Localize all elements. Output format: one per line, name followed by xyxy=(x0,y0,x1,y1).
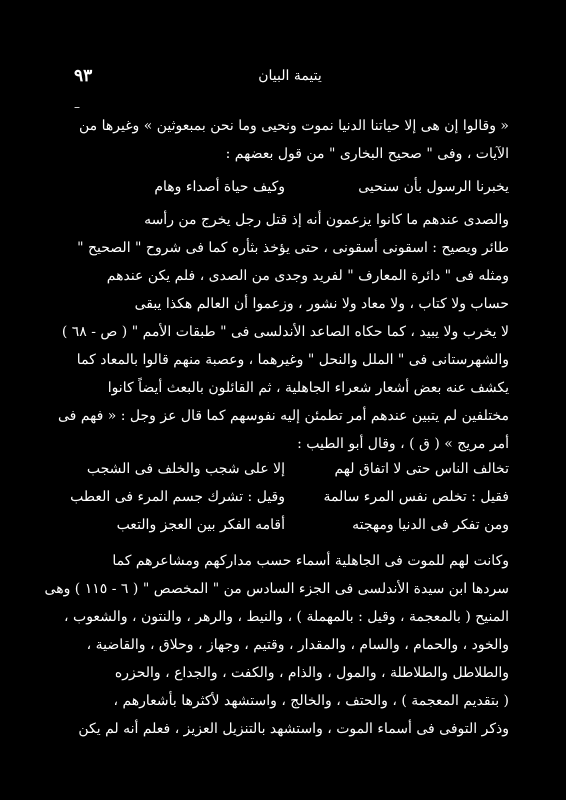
text-line: والصدى عندهم ما كانوا يزعمون أنه إذ قتل رجل يخرج من رأسه xyxy=(144,212,509,228)
poem-line-2-second-hemistich: وقيل : تشرك جسم المرء فى العطب xyxy=(70,489,285,505)
text-line: والطلاطل والطلاطلة ، والمول ، والذام ، والكفت ، والجداع ، والحزره xyxy=(114,665,509,681)
poem-line-3-first-hemistich: ومن تفكر فى الدنيا ومهجته xyxy=(352,517,509,533)
text-line: المنيح ( بالمعجمة ، وقيل : بالمهملة ) ، والنيط ، والرهر ، والنتون ، والشعوب ، xyxy=(64,609,509,625)
text-line: ( بتقديم المعجمة ) ، والحتف ، والخالج ، واستشهد لأكثرها بأشعارهم ، xyxy=(113,693,509,709)
running-head: يتيمة البيان xyxy=(258,68,322,84)
poem-line-1-second-hemistich: إلا على شجب والخلف فى الشجب xyxy=(86,461,285,477)
text-line: الآيات ، وفى " صحيح البخارى " من قول بعضهم : xyxy=(225,146,509,162)
text-line: وكانت لهم للموت فى الجاهلية أسماء حسب مداركهم ومشاعرهم كما xyxy=(112,553,509,569)
text-line: حساب ولا كتاب ، ولا معاد ولا نشور ، وزعموا أن العالم هكذا يبقى xyxy=(134,296,509,312)
text-line: والشهرستانى فى " الملل والنحل " وغيرهما ، وعصبة منهم قالوا بالمعاد كما xyxy=(76,352,509,368)
text-line: سردها ابن سيدة الأندلسى فى الجزء السادس من " المخصص " ( ٦ - ١١٥ ) وهى xyxy=(44,581,509,597)
paragraph-1 xyxy=(72,112,509,168)
text-line: أمر مريج » ( ق ) ، وقال أبو الطيب : xyxy=(297,436,509,452)
poem-line-2-first-hemistich: فقيل : تخلص نفس المرء سالمة xyxy=(323,489,509,505)
text-line: طائر ويصيح : اسقونى أسقونى ، حتى يؤخذ بثأره كما فى شروح " الصحيح " xyxy=(77,240,509,256)
text-line: يكشف عنه بعض أشعار شعراء الجاهلية ، ثم القائلون بالبعث أيضاً كانوا xyxy=(107,380,509,396)
text-line: لا يخرب ولا يبيد ، كما حكاه الصاعد الأندلسى فى " طبقات الأمم " ( ص - ٦٨ ) xyxy=(61,324,509,340)
text-line: ومثله فى " دائرة المعارف " لفريد وجدى من الصدى ، فلم يكن عندهم xyxy=(106,268,509,284)
page-number: ٩٣ xyxy=(74,66,93,86)
verse-1-first-hemistich: يخبرنا الرسول بأن سنحيى xyxy=(358,179,509,195)
verse-1-second-hemistich: وكيف حياة أصداء وهام xyxy=(154,179,285,195)
poem-line-3-second-hemistich: أقامه الفكر بين العجز والتعب xyxy=(116,517,285,533)
text-line: مختلفين لم يتبين عندهم أمر تطمئن إليه نفوسهم كما قال عز وجل : « فهم فى xyxy=(58,408,509,424)
paragraph-3 xyxy=(44,547,509,743)
text-line: « وقالوا إن هى إلا حياتنا الدنيا نموت ونحيى وما نحن بمبعوثين » وغيرها من xyxy=(79,118,509,134)
text-line: والخود ، والحمام ، والسام ، والمقدار ، وقتيم ، وجهاز ، وحلاق ، والقاضية ، xyxy=(86,637,509,653)
head-dash: – xyxy=(74,100,80,114)
poem-line-1-first-hemistich: تخالف الناس حتى لا اتفاق لهم xyxy=(334,461,509,477)
paragraph-2 xyxy=(58,206,509,458)
text-line: وذكر التوفى فى أسماء الموت ، واستشهد بالتنزيل العزيز ، فعلم أنه لم يكن xyxy=(78,721,509,737)
